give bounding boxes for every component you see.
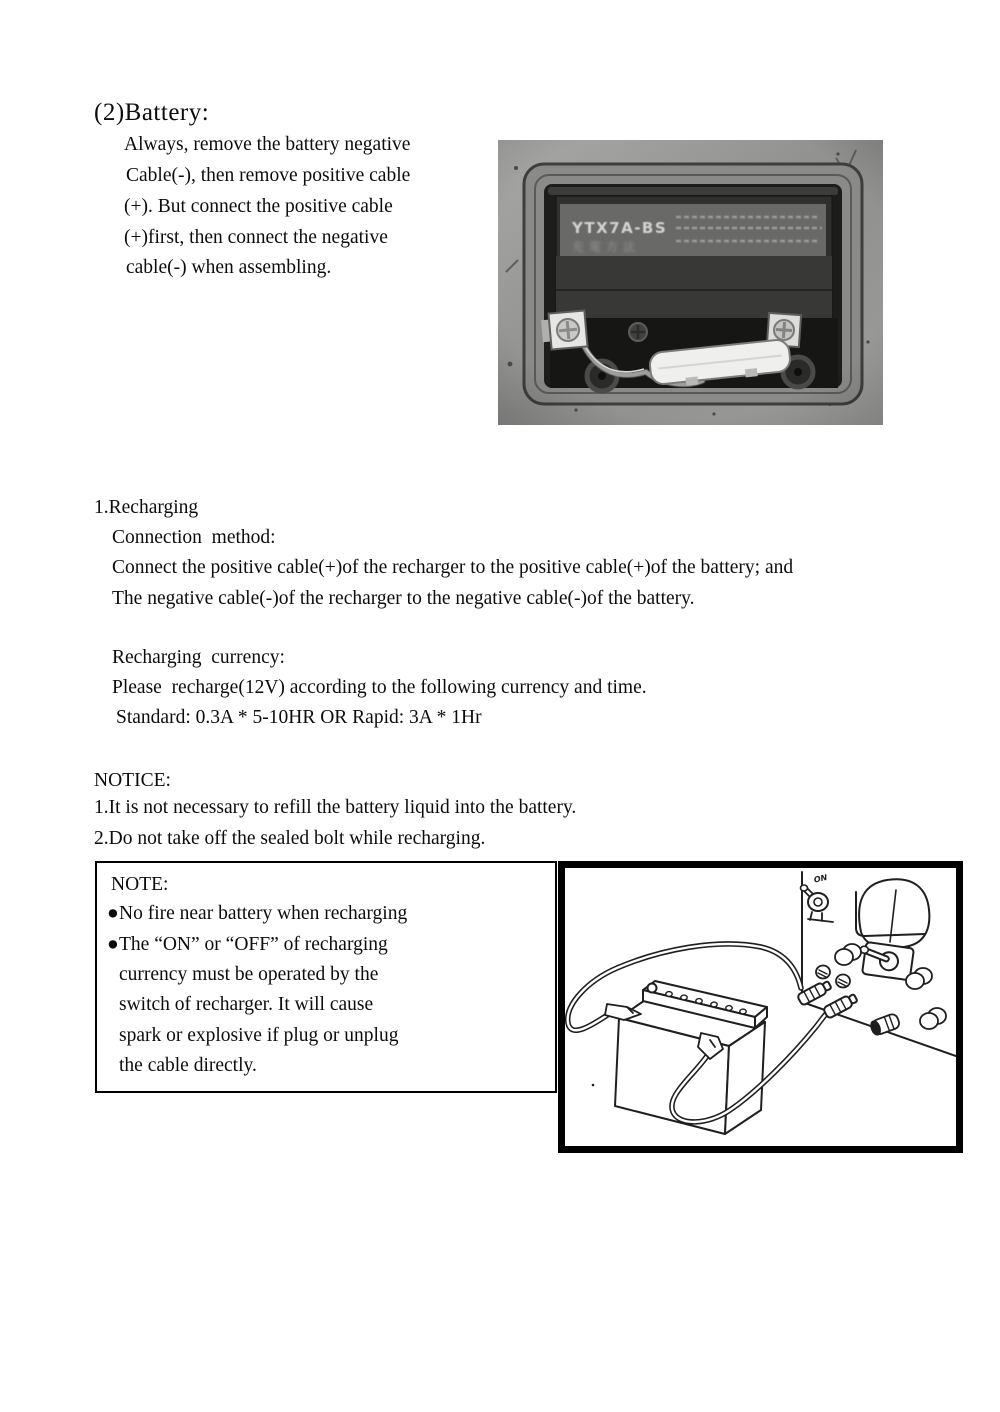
- note-box: [95, 861, 557, 1093]
- recharging-currency-line: Please recharge(12V) according to the following currency and time.: [112, 677, 647, 698]
- note-line: [107, 964, 378, 986]
- recharging-currency-values: Standard: 0.3A * 5-10HR OR Rapid: 3A * 1Hr: [116, 707, 482, 728]
- note-line: [107, 1055, 257, 1077]
- on-switch-label: ON: [813, 872, 829, 885]
- note-line-text: the cable directly.: [119, 1055, 257, 1076]
- intro-line: (+)first, then connect the negative: [124, 227, 388, 248]
- note-line: [107, 934, 388, 956]
- connection-line: The negative cable(-)of the recharger to the negative cable(-)of the battery.: [112, 588, 695, 609]
- battery-photo-figure: [498, 140, 883, 425]
- connection-method-title: Connection method:: [112, 527, 276, 548]
- note-line-text: currency must be operated by the: [119, 964, 379, 985]
- recharging-illustration-box: [558, 861, 963, 1153]
- intro-line: cable(-) when assembling.: [126, 257, 332, 278]
- recharging-illustration: [565, 868, 956, 1146]
- intro-line: Always, remove the battery negative: [124, 134, 411, 155]
- battery-photo-image: [498, 140, 883, 425]
- note-line-text: switch of recharger. It will cause: [119, 994, 374, 1015]
- notice-heading: NOTICE:: [94, 770, 171, 791]
- connection-line: Connect the positive cable(+)of the recharger to the positive cable(+)of the battery; and: [112, 557, 794, 578]
- note-line-text: spark or explosive if plug or unplug: [119, 1025, 399, 1046]
- note-line: [107, 903, 407, 925]
- note-heading: NOTE:: [111, 874, 169, 895]
- note-line-text: The “ON” or “OFF” of recharging: [119, 934, 388, 955]
- note-line-text: No fire near battery when recharging: [119, 903, 408, 924]
- page-title: (2)Battery:: [94, 99, 210, 126]
- on-switch: [801, 873, 834, 922]
- intro-line: (+). But connect the positive cable: [124, 196, 393, 217]
- recharging-heading: 1.Recharging: [94, 497, 199, 518]
- note-line: [107, 1025, 398, 1047]
- photo-vignette: [498, 140, 883, 425]
- battery-drawing: [592, 981, 767, 1134]
- bullet-icon: ●: [107, 934, 119, 955]
- recharging-currency-title: Recharging currency:: [112, 647, 285, 668]
- notice-item: 1.It is not necessary to refill the battery liquid into the battery.: [94, 797, 577, 818]
- intro-line: Cable(-), then remove positive cable: [126, 165, 411, 186]
- note-line: [107, 994, 373, 1016]
- charger-meter: [856, 879, 929, 948]
- bullet-icon: ●: [107, 903, 119, 924]
- notice-item: 2.Do not take off the sealed bolt while recharging.: [94, 828, 486, 849]
- toggle-plate: [857, 941, 914, 980]
